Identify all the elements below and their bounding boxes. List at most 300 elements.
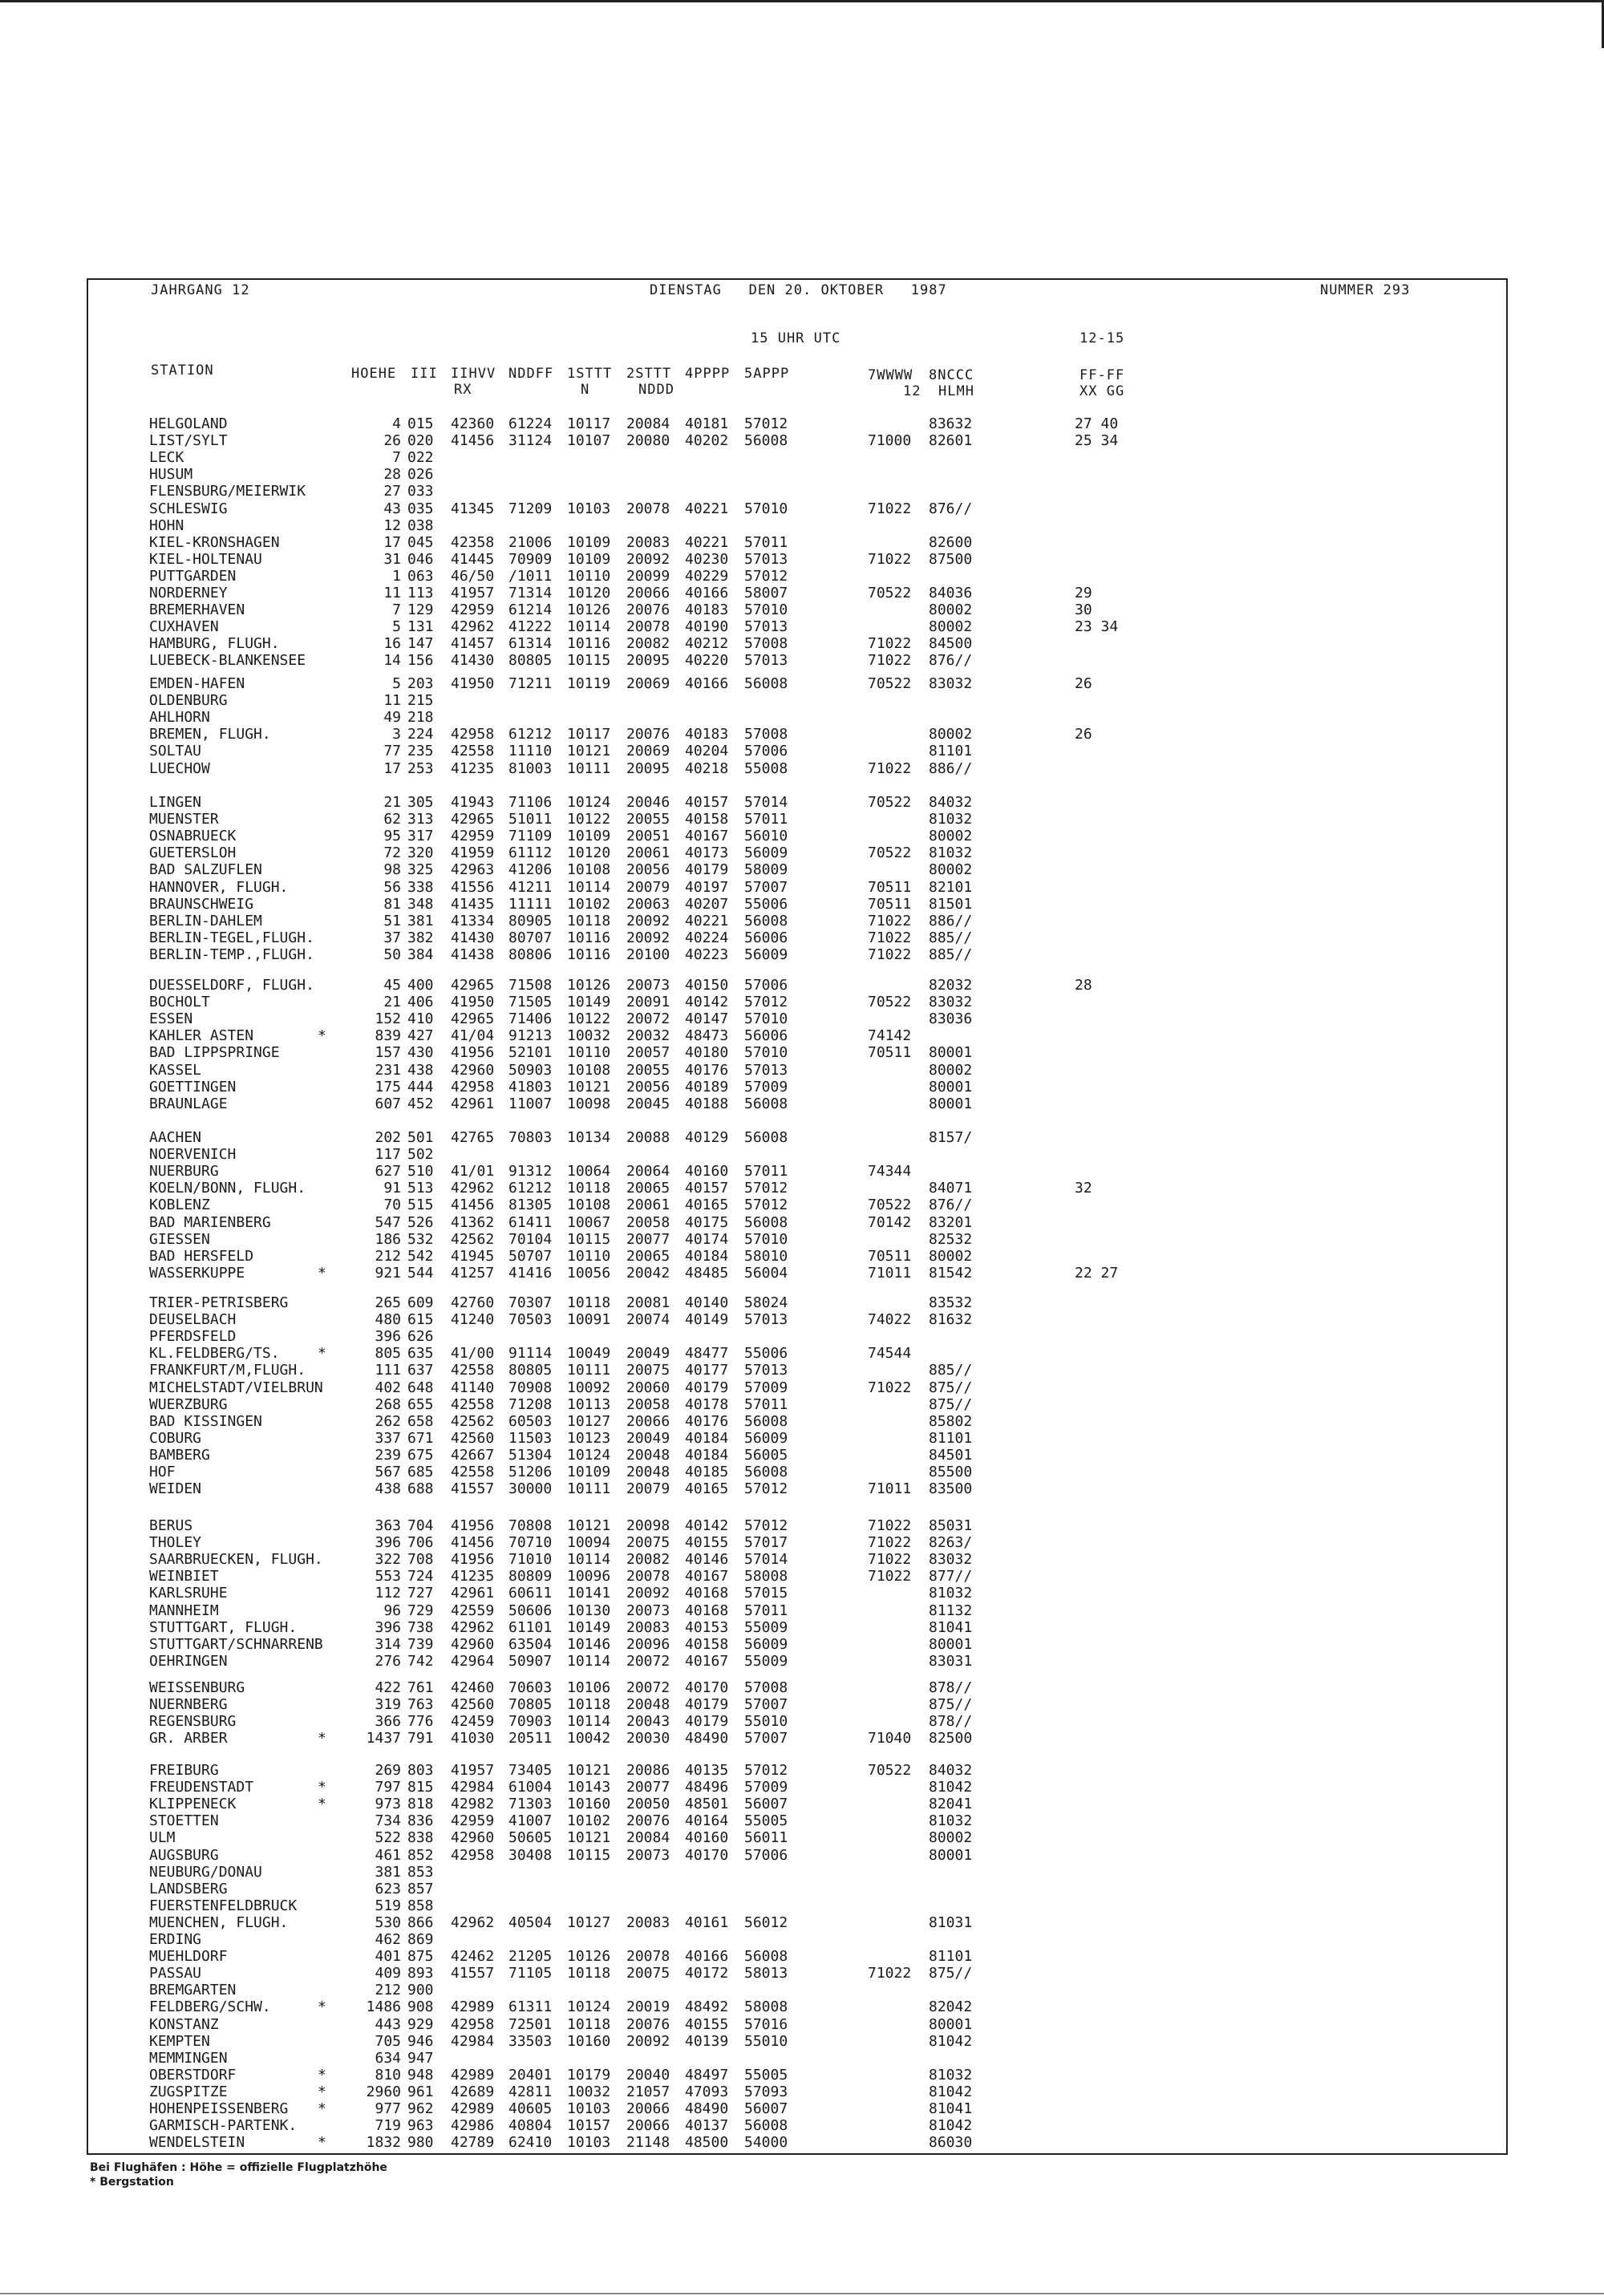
station-height: 319 bbox=[375, 1696, 401, 1714]
1sttt-value: 10118 bbox=[567, 2015, 611, 2033]
station-index: 501 bbox=[407, 1129, 434, 1146]
station-index: 430 bbox=[407, 1044, 434, 1062]
1sttt-value: 10120 bbox=[567, 844, 611, 862]
2sttt-value: 20056 bbox=[626, 1078, 670, 1095]
station-name: BAD HERSFELD bbox=[149, 1247, 254, 1265]
iihvv-value: 41457 bbox=[451, 635, 495, 653]
ffff-value: 22 27 bbox=[1075, 1264, 1119, 1282]
station-height: 396 bbox=[375, 1328, 401, 1346]
nddff-value: 61101 bbox=[508, 1618, 553, 1636]
iihvv-value: 42984 bbox=[451, 2032, 495, 2050]
1sttt-value: 10115 bbox=[567, 652, 611, 670]
station-name: NEUBURG/DONAU bbox=[149, 1863, 262, 1881]
station-height: 314 bbox=[375, 1635, 401, 1653]
station-index: 838 bbox=[407, 1829, 434, 1847]
station-index: 022 bbox=[407, 449, 434, 467]
station-index: 045 bbox=[407, 533, 434, 551]
iihvv-value: 42962 bbox=[451, 1618, 495, 1636]
station-index: 235 bbox=[407, 743, 434, 760]
station-name: THOLEY bbox=[149, 1534, 202, 1552]
station-name: BERLIN-DAHLEM bbox=[149, 912, 262, 929]
7wwww-value: 71022 bbox=[868, 1965, 912, 1982]
4pppp-value: 40150 bbox=[685, 977, 729, 994]
7wwww-value: 71011 bbox=[868, 1480, 912, 1498]
iihvv-value: 42667 bbox=[451, 1446, 495, 1464]
station-index: 739 bbox=[407, 1635, 434, 1653]
8nccc-value: 83632 bbox=[929, 415, 973, 432]
station-index: 658 bbox=[407, 1412, 434, 1430]
1sttt-value: 10122 bbox=[567, 811, 611, 828]
station-height: 396 bbox=[375, 1618, 401, 1636]
1sttt-value: 10042 bbox=[567, 1730, 611, 1747]
5appp-value: 57011 bbox=[744, 1602, 788, 1619]
station-name: FUERSTENFELDBRUCK bbox=[149, 1897, 298, 1914]
station-height: 623 bbox=[375, 1880, 401, 1897]
iihvv-value: 42962 bbox=[451, 1180, 495, 1197]
station-index: 113 bbox=[407, 585, 434, 601]
2sttt-value: 20092 bbox=[626, 1585, 670, 1602]
table-row bbox=[0, 1619, 1604, 1636]
station-name: DUESSELDORF, FLUGH. bbox=[149, 977, 314, 994]
2sttt-value: 20055 bbox=[626, 811, 670, 828]
7wwww-value: 70511 bbox=[868, 878, 912, 896]
5appp-value: 57011 bbox=[744, 533, 788, 551]
station-name: KAHLER ASTEN bbox=[149, 1027, 254, 1045]
4pppp-value: 40135 bbox=[685, 1762, 729, 1779]
8nccc-value: 87500 bbox=[929, 550, 973, 568]
station-height: 12 bbox=[383, 516, 401, 534]
station-height: 212 bbox=[375, 1247, 401, 1265]
table-row bbox=[0, 1044, 1604, 1061]
iihvv-value: 42559 bbox=[451, 1602, 495, 1619]
1sttt-value: 10110 bbox=[567, 1044, 611, 1062]
4pppp-value: 48477 bbox=[685, 1345, 729, 1363]
8nccc-value: 83032 bbox=[929, 994, 973, 1011]
station-height: 31 bbox=[383, 550, 401, 568]
station-index: 317 bbox=[407, 828, 434, 845]
station-index: 761 bbox=[407, 1679, 434, 1696]
2sttt-value: 20076 bbox=[626, 601, 670, 619]
2sttt-value: 20075 bbox=[626, 1534, 670, 1552]
2sttt-value: 20092 bbox=[626, 929, 670, 946]
8nccc-value: 81101 bbox=[929, 743, 973, 760]
2sttt-value: 20073 bbox=[626, 1602, 670, 1619]
2sttt-value: 20088 bbox=[626, 1129, 670, 1146]
station-name: STUTTGART, FLUGH. bbox=[149, 1618, 298, 1636]
5appp-value: 56008 bbox=[744, 2117, 788, 2135]
4pppp-value: 40139 bbox=[685, 2032, 729, 2050]
station-height: 2960 bbox=[366, 2083, 401, 2100]
table-row bbox=[0, 1248, 1604, 1265]
5appp-value: 57010 bbox=[744, 1230, 788, 1248]
8nccc-value: 83532 bbox=[929, 1294, 973, 1311]
nddff-value: 41007 bbox=[508, 1812, 553, 1830]
station-index: 218 bbox=[407, 709, 434, 727]
4pppp-value: 48496 bbox=[685, 1779, 729, 1796]
station-height: 98 bbox=[383, 861, 401, 879]
8nccc-value: 83500 bbox=[929, 1480, 973, 1498]
iihvv-value: 41943 bbox=[451, 794, 495, 811]
station-name: OBERSTDORF bbox=[149, 2066, 237, 2083]
station-height: 530 bbox=[375, 1913, 401, 1931]
2sttt-value: 20030 bbox=[626, 1730, 670, 1747]
station-index: 671 bbox=[407, 1429, 434, 1447]
1sttt-value: 10107 bbox=[567, 432, 611, 450]
2sttt-value: 21057 bbox=[626, 2083, 670, 2100]
2sttt-value: 20069 bbox=[626, 675, 670, 692]
5appp-value: 57017 bbox=[744, 1534, 788, 1552]
table-row bbox=[0, 1602, 1604, 1619]
nddff-value: 11007 bbox=[508, 1095, 553, 1112]
2sttt-value: 20060 bbox=[626, 1379, 670, 1396]
1sttt-value: 10116 bbox=[567, 635, 611, 653]
station-name: WASSERKUPPE bbox=[149, 1264, 245, 1282]
station-name: SOLTAU bbox=[149, 743, 202, 760]
nddff-value: 33503 bbox=[508, 2032, 553, 2050]
2sttt-value: 20073 bbox=[626, 977, 670, 994]
station-height: 381 bbox=[375, 1863, 401, 1881]
5appp-value: 55005 bbox=[744, 2066, 788, 2083]
7wwww-value: 71040 bbox=[868, 1730, 912, 1747]
station-height: 522 bbox=[375, 1829, 401, 1847]
station-index: 742 bbox=[407, 1652, 434, 1670]
station-name: NUERBURG bbox=[149, 1163, 219, 1180]
1sttt-value: 10032 bbox=[567, 1027, 611, 1045]
table-row bbox=[0, 2134, 1604, 2151]
station-height: 49 bbox=[383, 709, 401, 727]
2sttt-value: 20083 bbox=[626, 1913, 670, 1931]
iihvv-value: 41956 bbox=[451, 1517, 495, 1534]
8nccc-value: 80001 bbox=[929, 1044, 973, 1062]
station-name: MICHELSTADT/VIELBRUN bbox=[149, 1379, 323, 1396]
station-height: 337 bbox=[375, 1429, 401, 1447]
nddff-value: 70603 bbox=[508, 1679, 553, 1696]
table-row bbox=[0, 635, 1604, 652]
5appp-value: 58008 bbox=[744, 1568, 788, 1585]
5appp-value: 56009 bbox=[744, 946, 788, 963]
station-height: 973 bbox=[375, 1796, 401, 1813]
nddff-value: 61314 bbox=[508, 635, 553, 653]
station-height: 401 bbox=[375, 1948, 401, 1966]
iihvv-value: 41435 bbox=[451, 895, 495, 913]
2sttt-value: 20046 bbox=[626, 794, 670, 811]
4pppp-value: 40170 bbox=[685, 1679, 729, 1696]
station-name: KONSTANZ bbox=[149, 2015, 219, 2033]
col-1sttt-sub: N bbox=[581, 382, 590, 398]
station-name: AUGSBURG bbox=[149, 1846, 219, 1864]
table-row bbox=[0, 1696, 1604, 1713]
ffff-value: 27 40 bbox=[1075, 415, 1119, 432]
col-ffff-sub: XX GG bbox=[1079, 383, 1125, 399]
2sttt-value: 20066 bbox=[626, 2100, 670, 2117]
8nccc-value: 878// bbox=[929, 1679, 973, 1696]
iihvv-value: 42961 bbox=[451, 1585, 495, 1602]
station-index: 203 bbox=[407, 675, 434, 692]
station-height: 734 bbox=[375, 1812, 401, 1830]
table-row bbox=[0, 1146, 1604, 1163]
nddff-value: 62410 bbox=[508, 2134, 553, 2152]
station-name: KOELN/BONN, FLUGH. bbox=[149, 1180, 306, 1197]
2sttt-value: 20049 bbox=[626, 1345, 670, 1363]
station-name: BRAUNSCHWEIG bbox=[149, 895, 254, 913]
iihvv-value: 42689 bbox=[451, 2083, 495, 2100]
table-row bbox=[0, 1585, 1604, 1602]
2sttt-value: 20082 bbox=[626, 1551, 670, 1569]
table-row bbox=[0, 1480, 1604, 1497]
nddff-value: 70908 bbox=[508, 1379, 553, 1396]
station-height: 28 bbox=[383, 466, 401, 484]
station-index: 655 bbox=[407, 1395, 434, 1413]
station-name: PASSAU bbox=[149, 1965, 202, 1982]
mountain-marker: * bbox=[318, 1345, 326, 1363]
2sttt-value: 20055 bbox=[626, 1061, 670, 1079]
1sttt-value: 10122 bbox=[567, 1010, 611, 1028]
2sttt-value: 20045 bbox=[626, 1095, 670, 1112]
nddff-value: 50605 bbox=[508, 1829, 553, 1847]
1sttt-value: 10096 bbox=[567, 1568, 611, 1585]
2sttt-value: 20049 bbox=[626, 1429, 670, 1447]
nddff-value: 21006 bbox=[508, 533, 553, 551]
2sttt-value: 20077 bbox=[626, 1230, 670, 1248]
table-row bbox=[0, 1027, 1604, 1044]
station-name: MUENCHEN, FLUGH. bbox=[149, 1913, 289, 1931]
table-row bbox=[0, 1713, 1604, 1730]
4pppp-value: 40224 bbox=[685, 929, 729, 946]
1sttt-value: 10108 bbox=[567, 861, 611, 879]
station-name: WENDELSTEIN bbox=[149, 2134, 245, 2152]
2sttt-value: 20099 bbox=[626, 567, 670, 585]
7wwww-value: 71022 bbox=[868, 550, 912, 568]
iihvv-value: 41957 bbox=[451, 1762, 495, 1779]
nddff-value: 30408 bbox=[508, 1846, 553, 1864]
7wwww-value: 71022 bbox=[868, 946, 912, 963]
station-name: DEUSELBACH bbox=[149, 1311, 237, 1329]
station-name: STOETTEN bbox=[149, 1812, 219, 1830]
iihvv-value: 41235 bbox=[451, 759, 495, 777]
nddff-value: 71105 bbox=[508, 1965, 553, 1982]
2sttt-value: 20079 bbox=[626, 1480, 670, 1498]
station-height: 17 bbox=[383, 759, 401, 777]
table-row bbox=[0, 652, 1604, 669]
8nccc-value: 83031 bbox=[929, 1652, 973, 1670]
station-name: FELDBERG/SCHW. bbox=[149, 1998, 271, 2016]
station-name: WEISSENBURG bbox=[149, 1679, 245, 1696]
5appp-value: 57012 bbox=[744, 415, 788, 432]
station-name: HANNOVER, FLUGH. bbox=[149, 878, 289, 896]
nddff-value: 70803 bbox=[508, 1129, 553, 1146]
iihvv-value: 42558 bbox=[451, 1395, 495, 1413]
7wwww-value: 70522 bbox=[868, 675, 912, 692]
8nccc-value: 885// bbox=[929, 1362, 973, 1379]
station-height: 797 bbox=[375, 1779, 401, 1796]
station-name: HUSUM bbox=[149, 466, 193, 484]
iihvv-value: 42958 bbox=[451, 1078, 495, 1095]
station-height: 322 bbox=[375, 1551, 401, 1569]
iihvv-value: 41950 bbox=[451, 675, 495, 692]
4pppp-value: 40212 bbox=[685, 635, 729, 653]
1sttt-value: 10121 bbox=[567, 1762, 611, 1779]
iihvv-value: 42961 bbox=[451, 1095, 495, 1112]
2sttt-value: 20074 bbox=[626, 1311, 670, 1329]
table-row bbox=[0, 551, 1604, 568]
station-name: BREMGARTEN bbox=[149, 1982, 237, 1999]
nddff-value: 61411 bbox=[508, 1213, 553, 1231]
station-name: OLDENBURG bbox=[149, 692, 228, 710]
station-name: REGENSBURG bbox=[149, 1713, 237, 1731]
station-index: 857 bbox=[407, 1880, 434, 1897]
station-name: LECK bbox=[149, 449, 184, 467]
8nccc-value: 81032 bbox=[929, 1812, 973, 1830]
nddff-value: 61212 bbox=[508, 1180, 553, 1197]
ffff-value: 25 34 bbox=[1075, 432, 1119, 450]
1sttt-value: 10109 bbox=[567, 828, 611, 845]
station-index: 648 bbox=[407, 1379, 434, 1396]
table-row bbox=[0, 1362, 1604, 1379]
table-row bbox=[0, 1965, 1604, 1982]
5appp-value: 55005 bbox=[744, 1812, 788, 1830]
station-height: 363 bbox=[375, 1517, 401, 1534]
2sttt-value: 20098 bbox=[626, 1517, 670, 1534]
footnote-mountain: * Bergstation bbox=[90, 2176, 174, 2189]
table-row bbox=[0, 861, 1604, 878]
nddff-value: 50707 bbox=[508, 1247, 553, 1265]
iihvv-value: 42460 bbox=[451, 1679, 495, 1696]
table-row bbox=[0, 1062, 1604, 1079]
iihvv-value: 42462 bbox=[451, 1948, 495, 1966]
8nccc-value: 84036 bbox=[929, 585, 973, 601]
8nccc-value: 80002 bbox=[929, 601, 973, 619]
station-height: 269 bbox=[375, 1762, 401, 1779]
2sttt-value: 20072 bbox=[626, 1652, 670, 1670]
7wwww-value: 71022 bbox=[868, 929, 912, 946]
nddff-value: 61212 bbox=[508, 726, 553, 743]
1sttt-value: 10110 bbox=[567, 567, 611, 585]
5appp-value: 58007 bbox=[744, 585, 788, 601]
4pppp-value: 40155 bbox=[685, 2015, 729, 2033]
2sttt-value: 20078 bbox=[626, 1568, 670, 1585]
4pppp-value: 48490 bbox=[685, 1730, 729, 1747]
nddff-value: 71406 bbox=[508, 1010, 553, 1028]
table-row bbox=[0, 517, 1604, 534]
iihvv-value: 42958 bbox=[451, 726, 495, 743]
4pppp-value: 40137 bbox=[685, 2117, 729, 2135]
col-5appp: 5APPP bbox=[744, 366, 790, 382]
nddff-value: 61311 bbox=[508, 1998, 553, 2016]
2sttt-value: 20076 bbox=[626, 726, 670, 743]
table-row bbox=[0, 449, 1604, 466]
iihvv-value: 42982 bbox=[451, 1796, 495, 1813]
table-row bbox=[0, 415, 1604, 432]
station-height: 627 bbox=[375, 1163, 401, 1180]
iihvv-value: 41945 bbox=[451, 1247, 495, 1265]
1sttt-value: 10117 bbox=[567, 415, 611, 432]
station-name: BERLIN-TEMP.,FLUGH. bbox=[149, 946, 314, 963]
station-height: 202 bbox=[375, 1129, 401, 1146]
top-edge-line bbox=[0, 0, 1604, 2]
station-name: BAMBERG bbox=[149, 1446, 210, 1464]
table-row bbox=[0, 913, 1604, 929]
station-index: 381 bbox=[407, 912, 434, 929]
table-row bbox=[0, 1679, 1604, 1696]
8nccc-value: 82601 bbox=[929, 432, 973, 450]
station-height: 11 bbox=[383, 585, 401, 601]
station-height: 91 bbox=[383, 1180, 401, 1197]
4pppp-value: 40170 bbox=[685, 1846, 729, 1864]
4pppp-value: 40165 bbox=[685, 1480, 729, 1498]
iihvv-value: 41140 bbox=[451, 1379, 495, 1396]
station-name: KASSEL bbox=[149, 1061, 202, 1079]
table-row bbox=[0, 1551, 1604, 1568]
1sttt-value: 10118 bbox=[567, 1294, 611, 1311]
4pppp-value: 40142 bbox=[685, 994, 729, 1011]
5appp-value: 57011 bbox=[744, 1163, 788, 1180]
8nccc-value: 82041 bbox=[929, 1796, 973, 1813]
7wwww-value: 70522 bbox=[868, 844, 912, 862]
table-row bbox=[0, 1214, 1604, 1231]
station-index: 980 bbox=[407, 2134, 434, 2152]
station-height: 1 bbox=[392, 567, 401, 585]
iihvv-value: 42962 bbox=[451, 618, 495, 636]
station-name: COBURG bbox=[149, 1429, 202, 1447]
5appp-value: 55009 bbox=[744, 1652, 788, 1670]
nddff-value: 61004 bbox=[508, 1779, 553, 1796]
4pppp-value: 40181 bbox=[685, 415, 729, 432]
nddff-value: 71314 bbox=[508, 585, 553, 601]
station-height: 519 bbox=[375, 1897, 401, 1914]
station-index: 020 bbox=[407, 432, 434, 450]
nddff-value: 91114 bbox=[508, 1345, 553, 1363]
5appp-value: 57009 bbox=[744, 1779, 788, 1796]
nddff-value: 70710 bbox=[508, 1534, 553, 1552]
8nccc-value: 81041 bbox=[929, 1618, 973, 1636]
ffff-value: 29 bbox=[1075, 585, 1092, 601]
station-index: 147 bbox=[407, 635, 434, 653]
2sttt-value: 20061 bbox=[626, 844, 670, 862]
5appp-value: 56009 bbox=[744, 844, 788, 862]
station-height: 265 bbox=[375, 1294, 401, 1311]
station-height: 409 bbox=[375, 1965, 401, 1982]
4pppp-value: 40184 bbox=[685, 1429, 729, 1447]
station-height: 16 bbox=[383, 635, 401, 653]
1sttt-value: 10103 bbox=[567, 2100, 611, 2117]
station-index: 836 bbox=[407, 1812, 434, 1830]
nddff-value: 52101 bbox=[508, 1044, 553, 1062]
5appp-value: 57011 bbox=[744, 1395, 788, 1413]
7wwww-value: 71022 bbox=[868, 1568, 912, 1585]
1sttt-value: 10118 bbox=[567, 1965, 611, 1982]
table-row bbox=[0, 466, 1604, 483]
table-row bbox=[0, 1163, 1604, 1180]
nddff-value: 40504 bbox=[508, 1913, 553, 1931]
table-row bbox=[0, 1568, 1604, 1585]
nddff-value: 63504 bbox=[508, 1635, 553, 1653]
2sttt-value: 20075 bbox=[626, 1362, 670, 1379]
iihvv-value: 42760 bbox=[451, 1294, 495, 1311]
1sttt-value: 10103 bbox=[567, 500, 611, 517]
table-row bbox=[0, 1998, 1604, 2015]
station-name: STUTTGART/SCHNARRENB bbox=[149, 1635, 323, 1653]
station-index: 015 bbox=[407, 415, 434, 432]
iihvv-value: 41257 bbox=[451, 1264, 495, 1282]
iihvv-value: 42965 bbox=[451, 811, 495, 828]
5appp-value: 55006 bbox=[744, 895, 788, 913]
table-row bbox=[0, 2067, 1604, 2083]
station-height: 977 bbox=[375, 2100, 401, 2117]
1sttt-value: 10134 bbox=[567, 1129, 611, 1146]
4pppp-value: 48490 bbox=[685, 2100, 729, 2117]
station-index: 427 bbox=[407, 1027, 434, 1045]
table-row bbox=[0, 709, 1604, 726]
